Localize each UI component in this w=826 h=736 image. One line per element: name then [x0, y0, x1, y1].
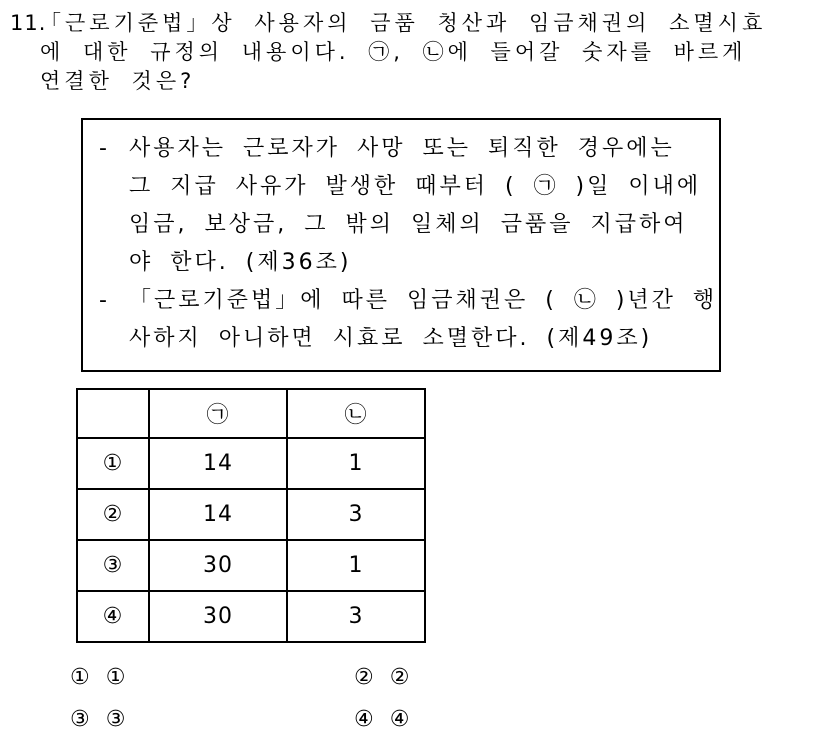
table-cell-choice-label: ④ — [77, 591, 149, 642]
question-text — [40, 9, 810, 96]
choice-option-1 — [70, 666, 125, 689]
choice-value: ③ — [105, 707, 126, 732]
choice-marker: ① — [70, 665, 90, 690]
table-cell-ni-value: 3 — [287, 489, 425, 540]
choice-value: ① — [105, 665, 126, 690]
answer-table — [76, 388, 426, 643]
passage-item-2 — [99, 282, 719, 358]
table-cell-gi-value: 14 — [149, 489, 287, 540]
question-text-line-2: 에 대한 규정의 내용이다. ㉠, ㉡에 들어갈 숫자를 바르게 — [40, 40, 747, 64]
choice-option-2 — [354, 666, 409, 689]
passage-line: 사하지 아니하면 시효로 소멸한다. (제49조) — [129, 326, 653, 351]
table-cell-choice-label: ③ — [77, 540, 149, 591]
question-number: 11. — [10, 11, 47, 35]
choice-value: ④ — [389, 707, 410, 732]
bullet-dash: - — [99, 288, 110, 313]
passage-box — [81, 118, 721, 372]
choice-option-3 — [70, 708, 125, 731]
table-cell-choice-label: ② — [77, 489, 149, 540]
passage-item-2-lines — [129, 282, 719, 358]
question-text-line-3: 연결한 것은? — [40, 69, 196, 93]
table-header-gi: ㉠ — [149, 389, 287, 438]
choice-marker: ③ — [70, 707, 90, 732]
table-row-2 — [77, 489, 425, 540]
choice-marker: ② — [354, 665, 374, 690]
choice-value: ② — [389, 665, 410, 690]
table-cell-ni-value: 1 — [287, 540, 425, 591]
table-header-ni: ㉡ — [287, 389, 425, 438]
passage-line: 「근로기준법」에 따른 임금채권은 ( ㉡ )년간 행 — [129, 288, 718, 313]
passage-item-1-lines — [129, 130, 719, 282]
table-cell-gi-value: 14 — [149, 438, 287, 489]
table-cell-ni-value: 1 — [287, 438, 425, 489]
passage-line: 임금, 보상금, 그 밖의 일체의 금품을 지급하여 — [129, 212, 688, 237]
table-header-row — [77, 389, 425, 438]
table-cell-ni-value: 3 — [287, 591, 425, 642]
table-row-3 — [77, 540, 425, 591]
table-row-4 — [77, 591, 425, 642]
bullet-dash: - — [99, 136, 110, 161]
passage-line: 야 한다. (제36조) — [129, 250, 352, 275]
choice-marker: ④ — [354, 707, 374, 732]
passage-line: 그 지급 사유가 발생한 때부터 ( ㉠ )일 이내에 — [129, 174, 702, 199]
table-row-1 — [77, 438, 425, 489]
choice-option-4 — [354, 708, 409, 731]
question-text-line-1: 「근로기준법」상 사용자의 금품 청산과 임금채권의 소멸시효 — [40, 11, 767, 35]
table-header-empty-cell — [77, 389, 149, 438]
table-cell-gi-value: 30 — [149, 540, 287, 591]
table-cell-choice-label: ① — [77, 438, 149, 489]
passage-item-1 — [99, 130, 719, 282]
passage-line: 사용자는 근로자가 사망 또는 퇴직한 경우에는 — [129, 136, 675, 161]
table-cell-gi-value: 30 — [149, 591, 287, 642]
